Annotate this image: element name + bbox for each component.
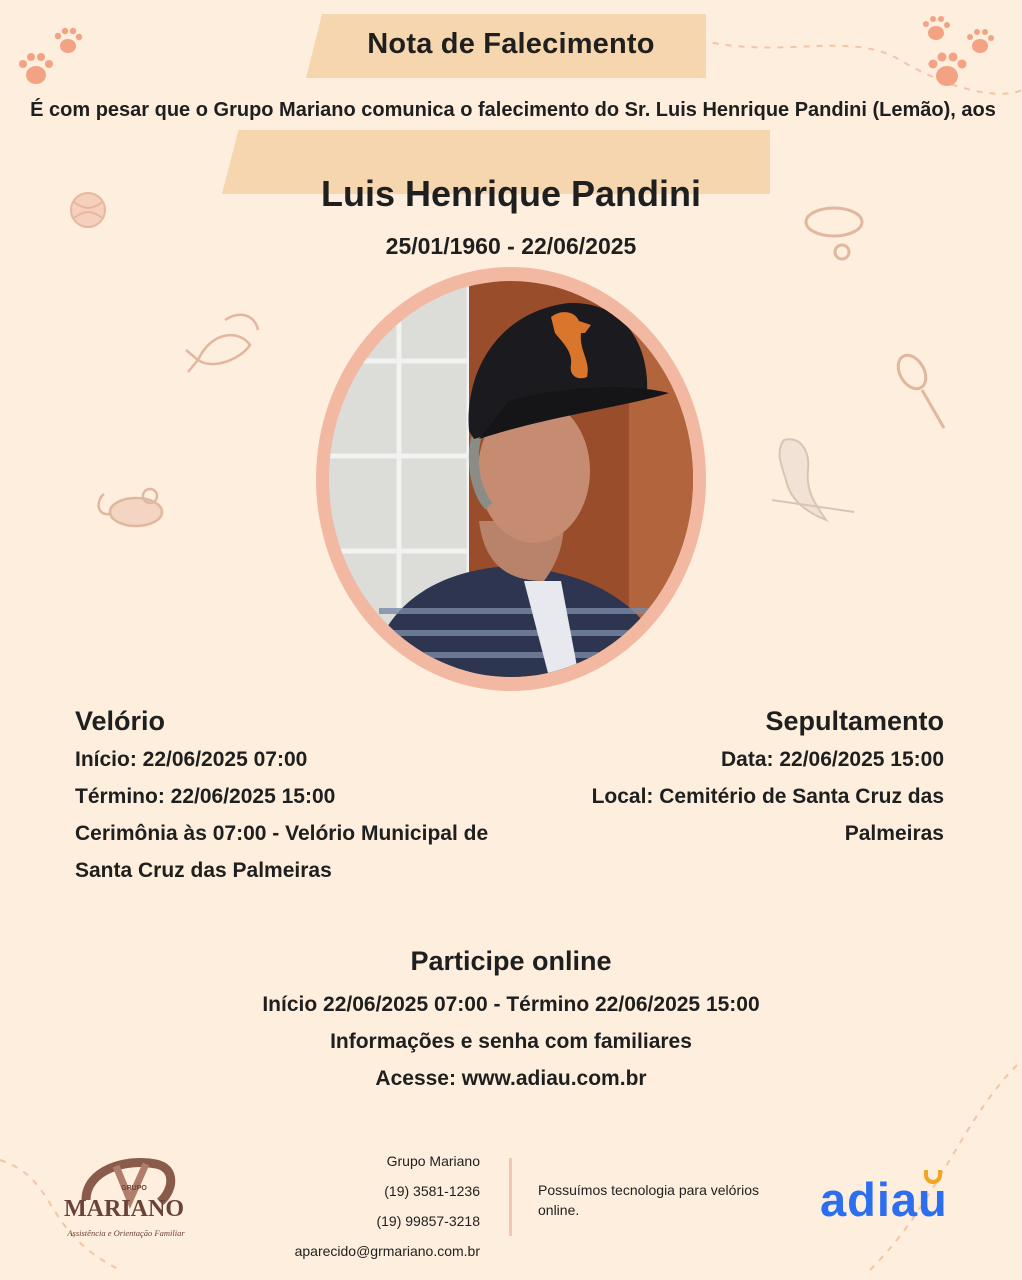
tech-text: Possuímos tecnologia para velórios online. <box>538 1182 760 1218</box>
adiau-logo-prefix: adia <box>820 1173 919 1226</box>
velorio-start: Início: 22/06/2025 07:00 <box>75 748 308 771</box>
brush-icon <box>893 350 944 428</box>
paw-icon <box>923 16 950 40</box>
paw-icon <box>55 28 82 53</box>
online-times: Início 22/06/2025 07:00 - Término 22/06/2025 15:00 <box>262 993 760 1016</box>
online-access-link[interactable]: Acesse: www.adiau.com.br <box>375 1067 647 1090</box>
online-heading: Participe online <box>410 946 612 976</box>
mouse-icon <box>99 489 162 526</box>
ball-icon <box>71 193 105 227</box>
deceased-name: Luis Henrique Pandini <box>320 173 702 214</box>
sepultamento-place: Local: Cemitério de Santa Cruz das Palmeiras <box>591 785 944 845</box>
grupo-mariano-logo <box>56 1150 206 1246</box>
announcement-text: É com pesar que o Grupo Mariano comunica o falecimento do Sr. Luis Henrique Pandini (Lemão), aos <box>30 99 996 121</box>
bird-icon <box>772 439 854 520</box>
logo-tagline: Assistência e Orientação Familiar <box>67 1228 185 1238</box>
page-title: Nota de Falecimento <box>367 28 655 60</box>
email-link[interactable]: aparecido@grmariano.com.br <box>294 1243 480 1259</box>
paw-icon <box>967 29 994 53</box>
contact-info <box>240 1146 480 1266</box>
sepultamento-section <box>580 703 944 852</box>
online-section <box>160 942 862 1097</box>
company-name: Grupo Mariano <box>386 1153 480 1169</box>
velorio-end: Término: 22/06/2025 15:00 <box>75 785 336 808</box>
paw-icon <box>19 53 53 84</box>
adiau-logo <box>820 1172 948 1227</box>
footer-divider <box>509 1158 512 1236</box>
phone-1[interactable]: (19) 3581-1236 <box>384 1183 480 1199</box>
sepultamento-date: Data: 22/06/2025 15:00 <box>721 748 944 771</box>
velorio-section <box>75 703 505 889</box>
sepultamento-heading: Sepultamento <box>765 706 944 736</box>
adiau-logo-u: u <box>918 1173 948 1226</box>
collar-icon <box>806 208 862 259</box>
paw-icon <box>929 53 967 87</box>
phone-2[interactable]: (19) 99857-3218 <box>376 1213 480 1229</box>
online-info: Informações e senha com familiares <box>330 1030 692 1053</box>
logo-main-text: MARIANO <box>64 1196 184 1222</box>
velorio-heading: Velório <box>75 706 166 736</box>
portrait-photo <box>329 281 693 677</box>
fish-icon <box>186 315 258 372</box>
logo-small-text: GRUPO <box>121 1185 147 1192</box>
velorio-ceremony: Cerimônia às 07:00 - Velório Municipal de Santa Cruz das Palmeiras <box>75 822 489 882</box>
life-dates: 25/01/1960 - 22/06/2025 <box>385 233 637 259</box>
